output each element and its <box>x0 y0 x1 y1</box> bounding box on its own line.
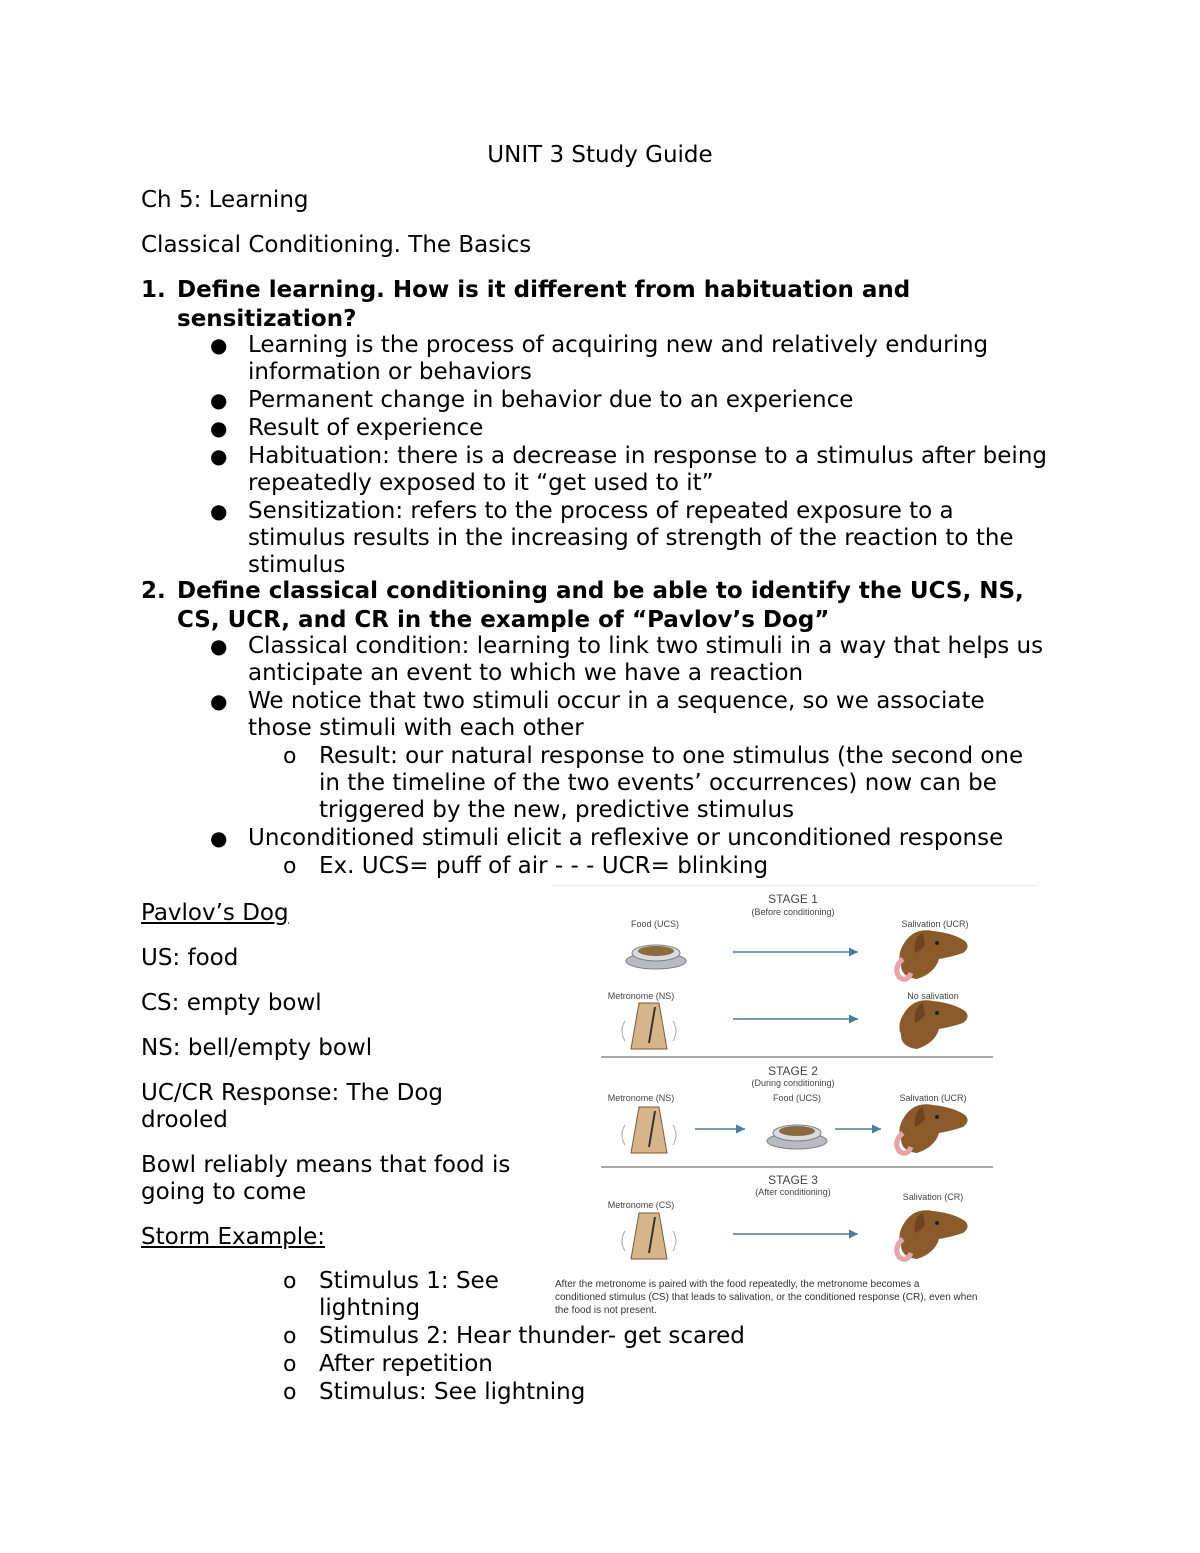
metronome-cs-label: Metronome (CS) <box>607 1200 675 1210</box>
chapter-heading: Ch 5: Learning <box>141 187 309 213</box>
food-ucs-label: Food (UCS) <box>630 919 680 929</box>
salivation-cr-label: Salivation (CR) <box>902 1192 964 1202</box>
list-item: ● Learning is the process of acquiring new and relatively enduring information or behaviors <box>210 332 989 385</box>
food-bowl-icon <box>767 1125 827 1149</box>
dog-icon <box>899 1210 967 1259</box>
storm-heading: Storm Example: <box>141 1224 325 1250</box>
list-item: ● We notice that two stimuli occur in a sequence, so we associate those stimuli with each other <box>210 688 985 741</box>
metronome-icon <box>622 1107 676 1153</box>
salivation-ucr-label: Salivation (UCR) <box>899 1093 967 1103</box>
list-item: o Stimulus 2: Hear thunder- get scared <box>283 1323 745 1349</box>
question-2 <box>141 577 1061 635</box>
circle-bullet-icon: o <box>283 854 297 879</box>
question-1-text: Define learning. How is it different from habituation and sensitization? <box>177 277 911 332</box>
bullet-icon: ● <box>210 634 228 658</box>
food-ucs-label: Food (UCS) <box>772 1093 822 1103</box>
list-item: ● Sensitization: refers to the process of repeated exposure to a stimulus results in the increasing of strength of the reaction to the stimulus <box>210 498 1014 578</box>
stage-3-subtitle: (After conditioning) <box>755 1187 831 1197</box>
pavlov-heading: Pavlov’s Dog <box>141 900 289 926</box>
pavlov-response: UC/CR Response: The Dog drooled <box>141 1080 443 1133</box>
question-2-number: 2. <box>141 578 166 604</box>
bullet-icon: ● <box>210 499 228 523</box>
metronome-icon <box>622 1213 676 1259</box>
circle-bullet-icon: o <box>283 1324 297 1349</box>
circle-bullet-icon: o <box>283 1352 297 1377</box>
list-item: o After repetition <box>283 1351 493 1377</box>
stage-1-subtitle: (Before conditioning) <box>751 907 835 917</box>
circle-bullet-icon: o <box>283 744 297 769</box>
circle-bullet-icon: o <box>283 1380 297 1405</box>
question-2-text: Define classical conditioning and be able to identify the UCS, NS, CS, UCR, and CR in the example of “Pavlov’s Dog” <box>177 578 1024 633</box>
circle-bullet-icon: o <box>283 1269 297 1294</box>
stage-3-title: STAGE 3 <box>768 1173 818 1187</box>
list-item: ● Unconditioned stimuli elicit a reflexive or unconditioned response <box>210 825 1004 851</box>
food-bowl-icon <box>626 945 686 969</box>
stage-2-subtitle: (During conditioning) <box>751 1078 835 1088</box>
list-item: o Stimulus: See lightning <box>283 1379 586 1405</box>
stage-1-title: STAGE 1 <box>768 892 818 906</box>
bullet-icon: ● <box>210 689 228 713</box>
pavlov-ns: NS: bell/empty bowl <box>141 1035 373 1061</box>
no-salivation-label: No salivation <box>907 991 959 1001</box>
list-item: o Stimulus 1: See lightning <box>283 1268 499 1321</box>
list-item: ● Classical condition: learning to link two stimuli in a way that helps us anticipate an event to which we have a reaction <box>210 633 1044 686</box>
bullet-icon: ● <box>210 826 228 850</box>
question-1 <box>141 276 1061 334</box>
salivation-ucr-label: Salivation (UCR) <box>901 919 969 929</box>
list-item: ● Result of experience <box>210 415 484 441</box>
pavlov-cs: CS: empty bowl <box>141 990 322 1016</box>
bullet-icon: ● <box>210 333 228 357</box>
figure-caption-line-2: conditioned stimulus (CS) that leads to salivation, or the conditioned response (CR), even when <box>555 1292 978 1303</box>
metronome-ns-label: Metronome (NS) <box>607 991 675 1001</box>
list-item: ● Permanent change in behavior due to an experience <box>210 387 854 413</box>
section-heading: Classical Conditioning. The Basics <box>141 232 532 258</box>
question-1-answers <box>0 332 1048 580</box>
page-title: UNIT 3 Study Guide <box>487 142 713 168</box>
pavlov-note: Bowl reliably means that food is going to come <box>141 1152 511 1205</box>
list-item: ● Habituation: there is a decrease in response to a stimulus after being repeatedly exposed to it “get used to it” <box>210 443 1048 496</box>
metronome-icon <box>622 1003 676 1049</box>
figure-caption-line-3: the food is not present. <box>555 1305 657 1316</box>
classical-conditioning-figure <box>553 885 1037 1317</box>
bullet-icon: ● <box>210 388 228 412</box>
dog-icon <box>899 1104 967 1153</box>
figure-caption-line-1: After the metronome is paired with the food repeatedly, the metronome becomes a <box>555 1279 920 1290</box>
metronome-ns-label: Metronome (NS) <box>607 1093 675 1103</box>
list-item: o Result: our natural response to one stimulus (the second one in the timeline of the two events’ occurrences) now can be triggered by the new, predictive stimulus <box>283 743 1024 823</box>
bullet-icon: ● <box>210 416 228 440</box>
pavlov-us: US: food <box>141 945 239 971</box>
bullet-icon: ● <box>210 444 228 468</box>
stage-2-title: STAGE 2 <box>768 1064 818 1078</box>
question-2-answers <box>0 633 1048 881</box>
question-1-number: 1. <box>141 277 166 303</box>
list-item: o Ex. UCS= puff of air - - - UCR= blinking <box>283 853 769 879</box>
dog-icon <box>899 930 967 979</box>
dog-icon <box>899 1000 967 1049</box>
